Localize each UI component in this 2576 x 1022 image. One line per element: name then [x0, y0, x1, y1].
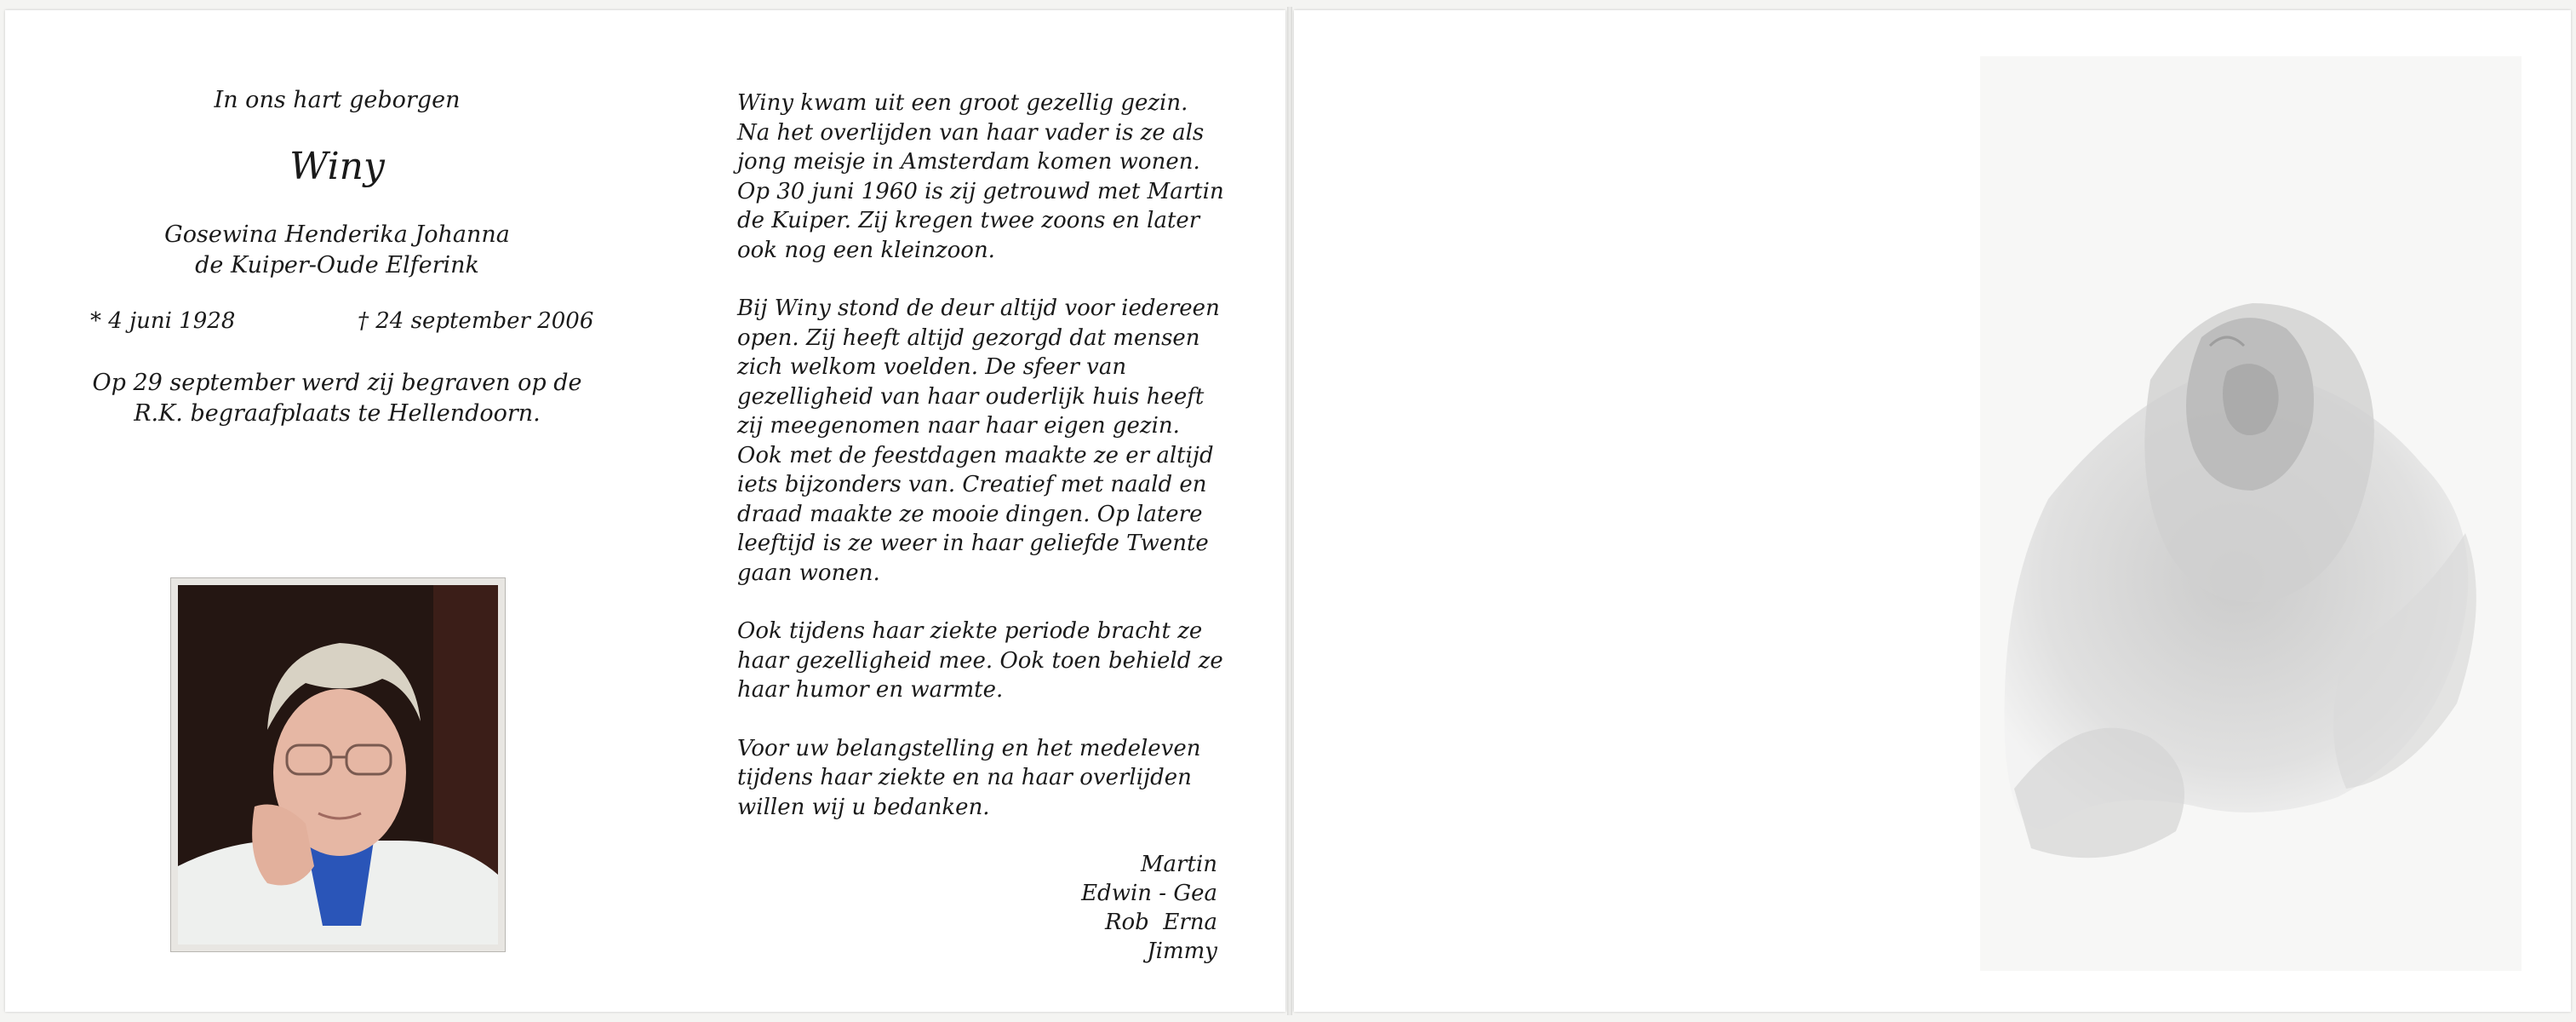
birth-date: * 4 juni 1928: [90, 308, 236, 334]
full-name-line1: Gosewina Henderika Johanna: [164, 221, 510, 248]
story-line: jong meisje in Amsterdam komen wonen.: [737, 149, 1200, 175]
story-line: willen wij u bedanken.: [737, 794, 990, 820]
story-line: Bij Winy stond de deur altijd voor iedereen: [737, 296, 1220, 321]
story-line: Winy kwam uit een groot gezellig gezin.: [737, 90, 1188, 116]
story-line: leeftijd is ze weer in haar geliefde Twente: [737, 531, 1209, 556]
story-paragraph-4: [737, 734, 1248, 823]
family-member: Martin: [1140, 852, 1217, 877]
portrait-frame: [170, 577, 506, 952]
life-story: [737, 89, 1248, 851]
story-line: iets bijzonders van. Creatief met naald en: [737, 472, 1207, 497]
intro-line: In ons hart geborgen: [214, 87, 461, 113]
story-line: Op 30 juni 1960 is zij getrouwd met Martin: [737, 178, 1224, 204]
story-line: Voor uw belangstelling en het medeleven: [737, 735, 1201, 761]
rose-illustration: [1980, 56, 2522, 971]
card-fold: [1287, 7, 1292, 1015]
story-line: zich welkom voelden. De sfeer van: [737, 354, 1127, 380]
rose-icon: [1980, 56, 2522, 971]
burial-text: [65, 368, 610, 429]
story-line: Ook tijdens haar ziekte periode bracht ze: [737, 618, 1203, 644]
story-paragraph-3: [737, 617, 1248, 705]
card-inside-left: [5, 10, 1285, 1012]
full-name-line2: de Kuiper-Oude Elferink: [195, 252, 479, 278]
full-name: [65, 220, 610, 281]
burial-line1: Op 29 september werd zij begraven op de: [92, 370, 582, 396]
story-line: ook nog een kleinzoon.: [737, 237, 995, 263]
story-paragraph-1: [737, 89, 1248, 265]
portrait-image: [178, 585, 498, 944]
story-paragraph-2: [737, 294, 1248, 588]
family-signatures: [1081, 850, 1217, 966]
story-line: Ook met de feestdagen maakte ze er altijd: [737, 442, 1214, 468]
family-member: Rob Erna: [1104, 910, 1217, 935]
story-line: haar gezelligheid mee. Ook toen behield ze: [737, 647, 1223, 674]
story-line: gaan wonen.: [737, 560, 880, 586]
portrait-photo: [178, 585, 498, 944]
family-member: Edwin - Gea: [1081, 881, 1217, 906]
story-line: open. Zij heeft altijd gezorgd dat mensen: [737, 324, 1200, 351]
death-date: † 24 september 2006: [358, 308, 594, 334]
story-line: Na het overlijden van haar vader is ze als: [737, 119, 1205, 146]
story-line: gezelligheid van haar ouderlijk huis heeft: [737, 383, 1205, 410]
story-line: haar humor en warmte.: [737, 677, 1004, 703]
deceased-name: Winy: [289, 145, 385, 188]
story-line: draad maakte ze mooie dingen. Op latere: [737, 501, 1203, 527]
story-line: tijdens haar ziekte en na haar overlijden: [737, 765, 1192, 790]
family-member: Jimmy: [1147, 939, 1217, 964]
story-line: zij meegenomen naar haar eigen gezin.: [737, 413, 1180, 439]
story-line: de Kuiper. Zij kregen twee zoons en later: [737, 208, 1200, 233]
burial-line2: R.K. begraafplaats te Hellendoorn.: [134, 400, 541, 427]
